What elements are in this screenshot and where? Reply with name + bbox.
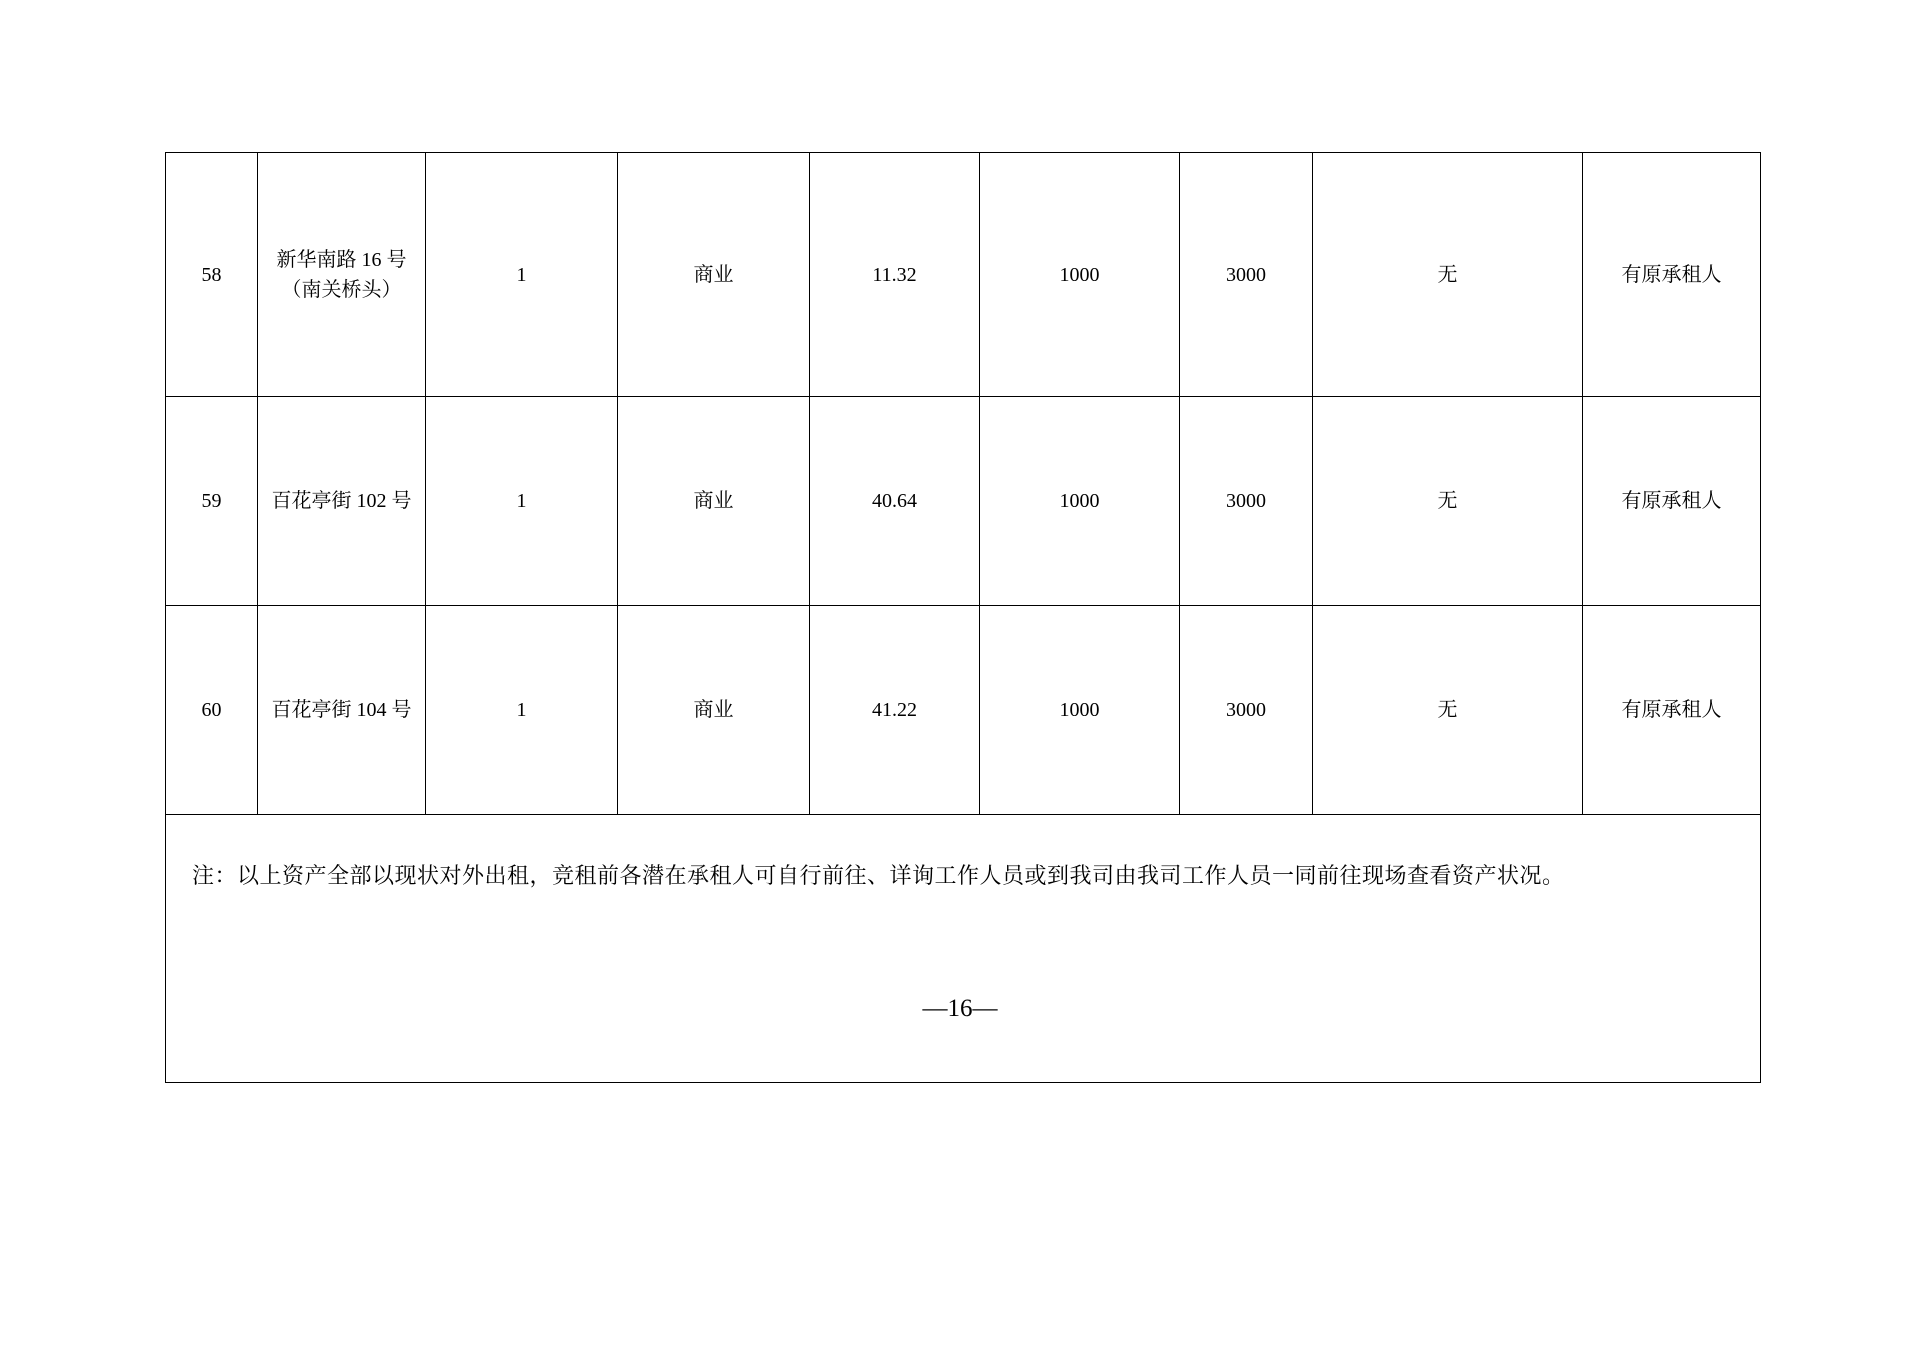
cell-count: 1 (426, 153, 618, 397)
cell-no: 60 (166, 606, 258, 815)
cell-address: 新华南路 16 号（南关桥头） (258, 153, 426, 397)
cell-no: 59 (166, 397, 258, 606)
cell-area: 40.64 (810, 397, 980, 606)
cell-address: 百花亭街 102 号 (258, 397, 426, 606)
cell-area: 11.32 (810, 153, 980, 397)
cell-price: 1000 (980, 397, 1180, 606)
cell-area: 41.22 (810, 606, 980, 815)
cell-encumbrance: 无 (1313, 606, 1583, 815)
cell-use: 商业 (618, 153, 810, 397)
cell-note: 有原承租人 (1583, 153, 1761, 397)
cell-address: 百花亭街 104 号 (258, 606, 426, 815)
page-number: —16— (922, 995, 998, 1022)
cell-count: 1 (426, 397, 618, 606)
cell-encumbrance: 无 (1313, 153, 1583, 397)
cell-encumbrance: 无 (1313, 397, 1583, 606)
cell-use: 商业 (618, 397, 810, 606)
asset-listing-table (165, 152, 1761, 1083)
cell-deposit: 3000 (1180, 397, 1313, 606)
cell-count: 1 (426, 606, 618, 815)
table-footnote-row (166, 815, 1761, 1083)
cell-price: 1000 (980, 153, 1180, 397)
cell-deposit: 3000 (1180, 153, 1313, 397)
cell-deposit: 3000 (1180, 606, 1313, 815)
table-row (166, 606, 1761, 815)
cell-price: 1000 (980, 606, 1180, 815)
table-row (166, 153, 1761, 397)
table-footnote: 注：以上资产全部以现状对外出租，竞租前各潜在承租人可自行前往、详询工作人员或到我司由我司工作人员一同前往现场查看资产状况。 (166, 815, 1761, 1083)
cell-no: 58 (166, 153, 258, 397)
cell-note: 有原承租人 (1583, 397, 1761, 606)
table-row (166, 397, 1761, 606)
cell-use: 商业 (618, 606, 810, 815)
cell-note: 有原承租人 (1583, 606, 1761, 815)
